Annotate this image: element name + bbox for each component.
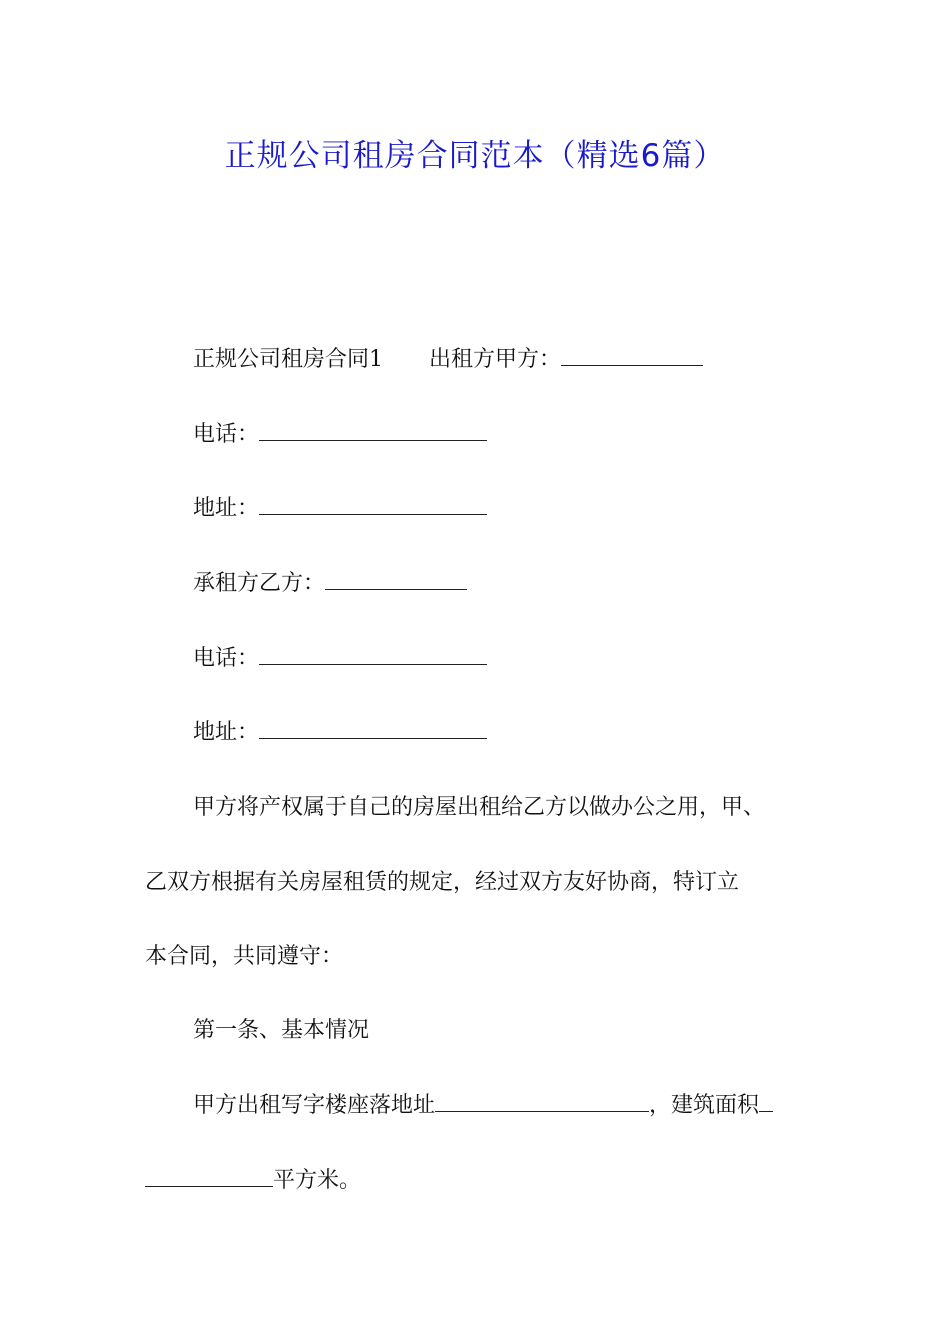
area-blank-start[interactable]: [759, 1091, 773, 1112]
lessee-address-line: [193, 718, 873, 748]
lessor-label: 出租方甲方：: [429, 347, 562, 372]
lessee-label: 承租方乙方：: [193, 571, 326, 596]
article-1-line-2: [145, 1166, 825, 1196]
office-address-blank[interactable]: [435, 1091, 649, 1112]
article-1-area-label: ，建筑面积: [649, 1093, 760, 1118]
article-1-line-1: [193, 1091, 873, 1121]
article-1-title: 第一条、基本情况: [193, 1018, 370, 1043]
lessor-phone-blank[interactable]: [259, 420, 487, 441]
intro-paragraph-line-2: 乙双方根据有关房屋租赁的规定，经过双方友好协商，特订立: [145, 870, 740, 895]
lessor-address-blank[interactable]: [259, 494, 487, 515]
lessee-address-blank[interactable]: [259, 718, 487, 739]
article-1-address-label: 甲方出租写字楼座落地址: [193, 1093, 436, 1118]
phone-label: 电话：: [193, 422, 260, 447]
address-label: 地址：: [193, 496, 260, 521]
address-label-2: 地址：: [193, 720, 260, 745]
intro-paragraph-line-1: 甲方将产权属于自己的房屋出租给乙方以做办公之用，甲、: [193, 795, 766, 820]
lessee-phone-line: [193, 644, 873, 674]
lessor-blank[interactable]: [561, 345, 703, 366]
lessee-line: [193, 569, 873, 599]
lessor-address-line: [193, 494, 873, 524]
contract-heading-line: [193, 345, 873, 375]
area-blank[interactable]: [145, 1166, 273, 1187]
document-title: 正规公司租房合同范本（精选6篇）: [224, 138, 726, 174]
lessor-phone-line: [193, 420, 873, 450]
phone-label-2: 电话：: [193, 646, 260, 671]
contract-heading: 正规公司租房合同1: [193, 347, 383, 372]
lessee-phone-blank[interactable]: [259, 644, 487, 665]
intro-paragraph-line-3: 本合同，共同遵守：: [145, 944, 344, 969]
square-meter-label: 平方米。: [273, 1168, 362, 1193]
lessee-blank[interactable]: [325, 569, 467, 590]
